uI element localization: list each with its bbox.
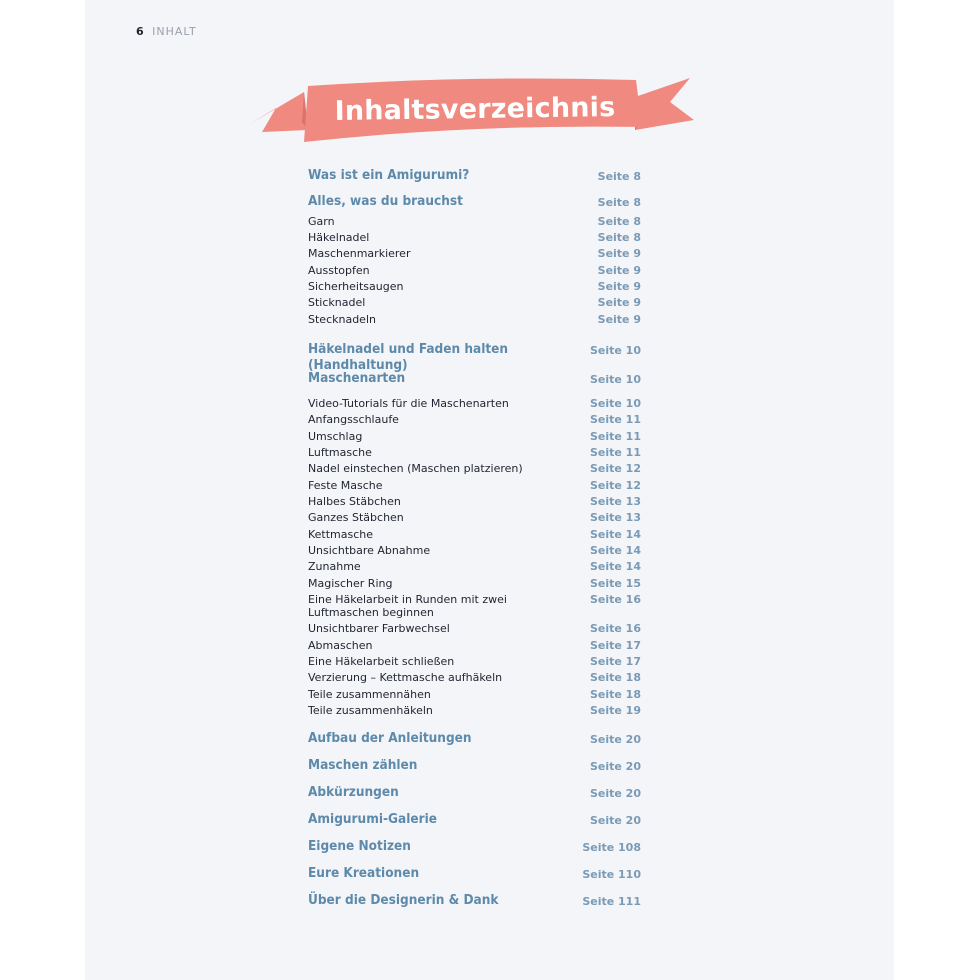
toc-page-ref: Seite 9 [597, 247, 641, 260]
section-label: INHALT [152, 25, 197, 38]
toc-page-ref: Seite 10 [589, 344, 641, 357]
toc-page-ref: Seite 8 [597, 231, 641, 244]
toc-page-ref: Seite 10 [589, 373, 641, 386]
toc-heading [308, 757, 641, 773]
toc-heading [308, 892, 641, 908]
toc-page-ref: Seite 9 [597, 264, 641, 277]
toc-entry [308, 655, 641, 668]
toc-label: Nadel einstechen (Maschen platzieren) [308, 462, 523, 475]
toc-label: Garn [308, 215, 335, 228]
toc-page-ref: Seite 14 [589, 528, 641, 541]
toc-page-ref: Seite 13 [589, 511, 641, 524]
toc-label: Verzierung – Kettmasche aufhäkeln [308, 671, 503, 684]
toc-entry [308, 688, 641, 701]
toc-page-ref: Seite 9 [597, 313, 641, 326]
toc-label: Halbes Stäbchen [308, 495, 401, 508]
toc-entry [308, 231, 641, 244]
toc-label: Alles, was du brauchst [308, 193, 463, 209]
toc-page-ref: Seite 9 [597, 280, 641, 293]
toc-label: Luftmasche [308, 446, 372, 459]
toc-label: Abmaschen [308, 639, 373, 652]
toc-label: Ausstopfen [308, 264, 370, 277]
toc-label: Über die Designerin & Dank [308, 892, 499, 908]
toc-page-ref: Seite 13 [589, 495, 641, 508]
toc-entry [308, 511, 641, 524]
toc-heading [308, 370, 641, 386]
toc-label: Häkelnadel [308, 231, 370, 244]
toc-page-ref: Seite 17 [589, 655, 641, 668]
toc-label: Feste Masche [308, 479, 383, 492]
page-number: 6 [136, 25, 145, 38]
toc-entry [308, 296, 641, 309]
toc-entry [308, 264, 641, 277]
toc-heading [308, 730, 641, 746]
toc-entry [308, 446, 641, 459]
toc-page-ref: Seite 16 [589, 622, 641, 635]
toc-page-ref: Seite 11 [589, 446, 641, 459]
toc-page-ref: Seite 18 [589, 688, 641, 701]
toc-page-ref: Seite 15 [589, 577, 641, 590]
toc-entry [308, 495, 641, 508]
toc-page-ref: Seite 14 [589, 544, 641, 557]
toc-label: Was ist ein Amigurumi? [308, 167, 470, 183]
toc-label: Eine Häkelarbeit schließen [308, 655, 455, 668]
toc-label: Umschlag [308, 430, 363, 443]
toc-heading [308, 811, 641, 827]
toc-entry [308, 528, 641, 541]
toc-label: Eine Häkelarbeit in Runden mit zwei Luftmaschen beginnen [308, 593, 507, 619]
toc-label: Häkelnadel und Faden halten (Handhaltung) [308, 341, 509, 373]
toc-page-ref: Seite 10 [589, 397, 641, 410]
toc-label: Maschenmarkierer [308, 247, 411, 260]
toc-page-ref: Seite 14 [589, 560, 641, 573]
toc-label: Anfangsschlaufe [308, 413, 399, 426]
toc-entry [308, 577, 641, 590]
toc-page-ref: Seite 11 [589, 413, 641, 426]
toc-page-ref: Seite 12 [589, 479, 641, 492]
toc-page-ref: Seite 12 [589, 462, 641, 475]
toc-label: Sicherheitsaugen [308, 280, 404, 293]
toc-page-ref: Seite 20 [589, 760, 641, 773]
title-banner [250, 72, 700, 152]
toc-heading [308, 838, 641, 854]
toc-label: Maschen zählen [308, 757, 418, 773]
toc-page-ref: Seite 110 [582, 868, 641, 881]
toc-page-ref: Seite 20 [589, 787, 641, 800]
toc-label: Sticknadel [308, 296, 366, 309]
toc-label: Ganzes Stäbchen [308, 511, 404, 524]
toc-label: Eure Kreationen [308, 865, 420, 881]
page-title: Inhaltsverzeichnis [334, 92, 616, 127]
toc-label: Magischer Ring [308, 577, 393, 590]
toc-entry [308, 313, 641, 326]
toc-entry [308, 593, 641, 619]
toc-page-ref: Seite 9 [597, 296, 641, 309]
toc-page-ref: Seite 8 [597, 170, 641, 183]
toc-entry [308, 639, 641, 652]
toc-heading [308, 865, 641, 881]
toc-page-ref: Seite 11 [589, 430, 641, 443]
toc-page-ref: Seite 108 [582, 841, 641, 854]
toc-label: Aufbau der Anleitungen [308, 730, 472, 746]
toc-label: Maschenarten [308, 370, 406, 386]
toc-label: Kettmasche [308, 528, 374, 541]
toc-label: Unsichtbarer Farbwechsel [308, 622, 450, 635]
toc-label: Unsichtbare Abnahme [308, 544, 431, 557]
book-page [85, 0, 894, 980]
toc-label: Abkürzungen [308, 784, 399, 800]
toc-heading [308, 167, 641, 183]
toc-entry [308, 430, 641, 443]
toc-entry [308, 280, 641, 293]
toc-label: Stecknadeln [308, 313, 376, 326]
toc-page-ref: Seite 20 [589, 733, 641, 746]
toc-heading [308, 341, 641, 373]
toc-entry [308, 671, 641, 684]
toc-label: Amigurumi-Galerie [308, 811, 438, 827]
toc-entry [308, 544, 641, 557]
toc-page-ref: Seite 17 [589, 639, 641, 652]
toc-heading [308, 784, 641, 800]
toc-entry [308, 622, 641, 635]
toc-entry [308, 215, 641, 228]
toc-page-ref: Seite 20 [589, 814, 641, 827]
toc-label: Eigene Notizen [308, 838, 411, 854]
toc-entry [308, 704, 641, 717]
toc-entry [308, 462, 641, 475]
toc-entry [308, 247, 641, 260]
toc-entry [308, 560, 641, 573]
toc-page-ref: Seite 18 [589, 671, 641, 684]
toc-entry [308, 397, 641, 410]
toc-page-ref: Seite 8 [597, 215, 641, 228]
toc-page-ref: Seite 111 [582, 895, 641, 908]
toc-page-ref: Seite 16 [589, 593, 641, 606]
toc-label: Zunahme [308, 560, 361, 573]
running-head [136, 25, 197, 38]
toc-label: Teile zusammenhäkeln [308, 704, 433, 717]
toc-label: Video-Tutorials für die Maschenarten [308, 397, 509, 410]
toc-heading [308, 193, 641, 209]
toc-label: Teile zusammennähen [308, 688, 431, 701]
toc-page-ref: Seite 8 [597, 196, 641, 209]
toc-entry [308, 479, 641, 492]
toc-page-ref: Seite 19 [589, 704, 641, 717]
toc-entry [308, 413, 641, 426]
